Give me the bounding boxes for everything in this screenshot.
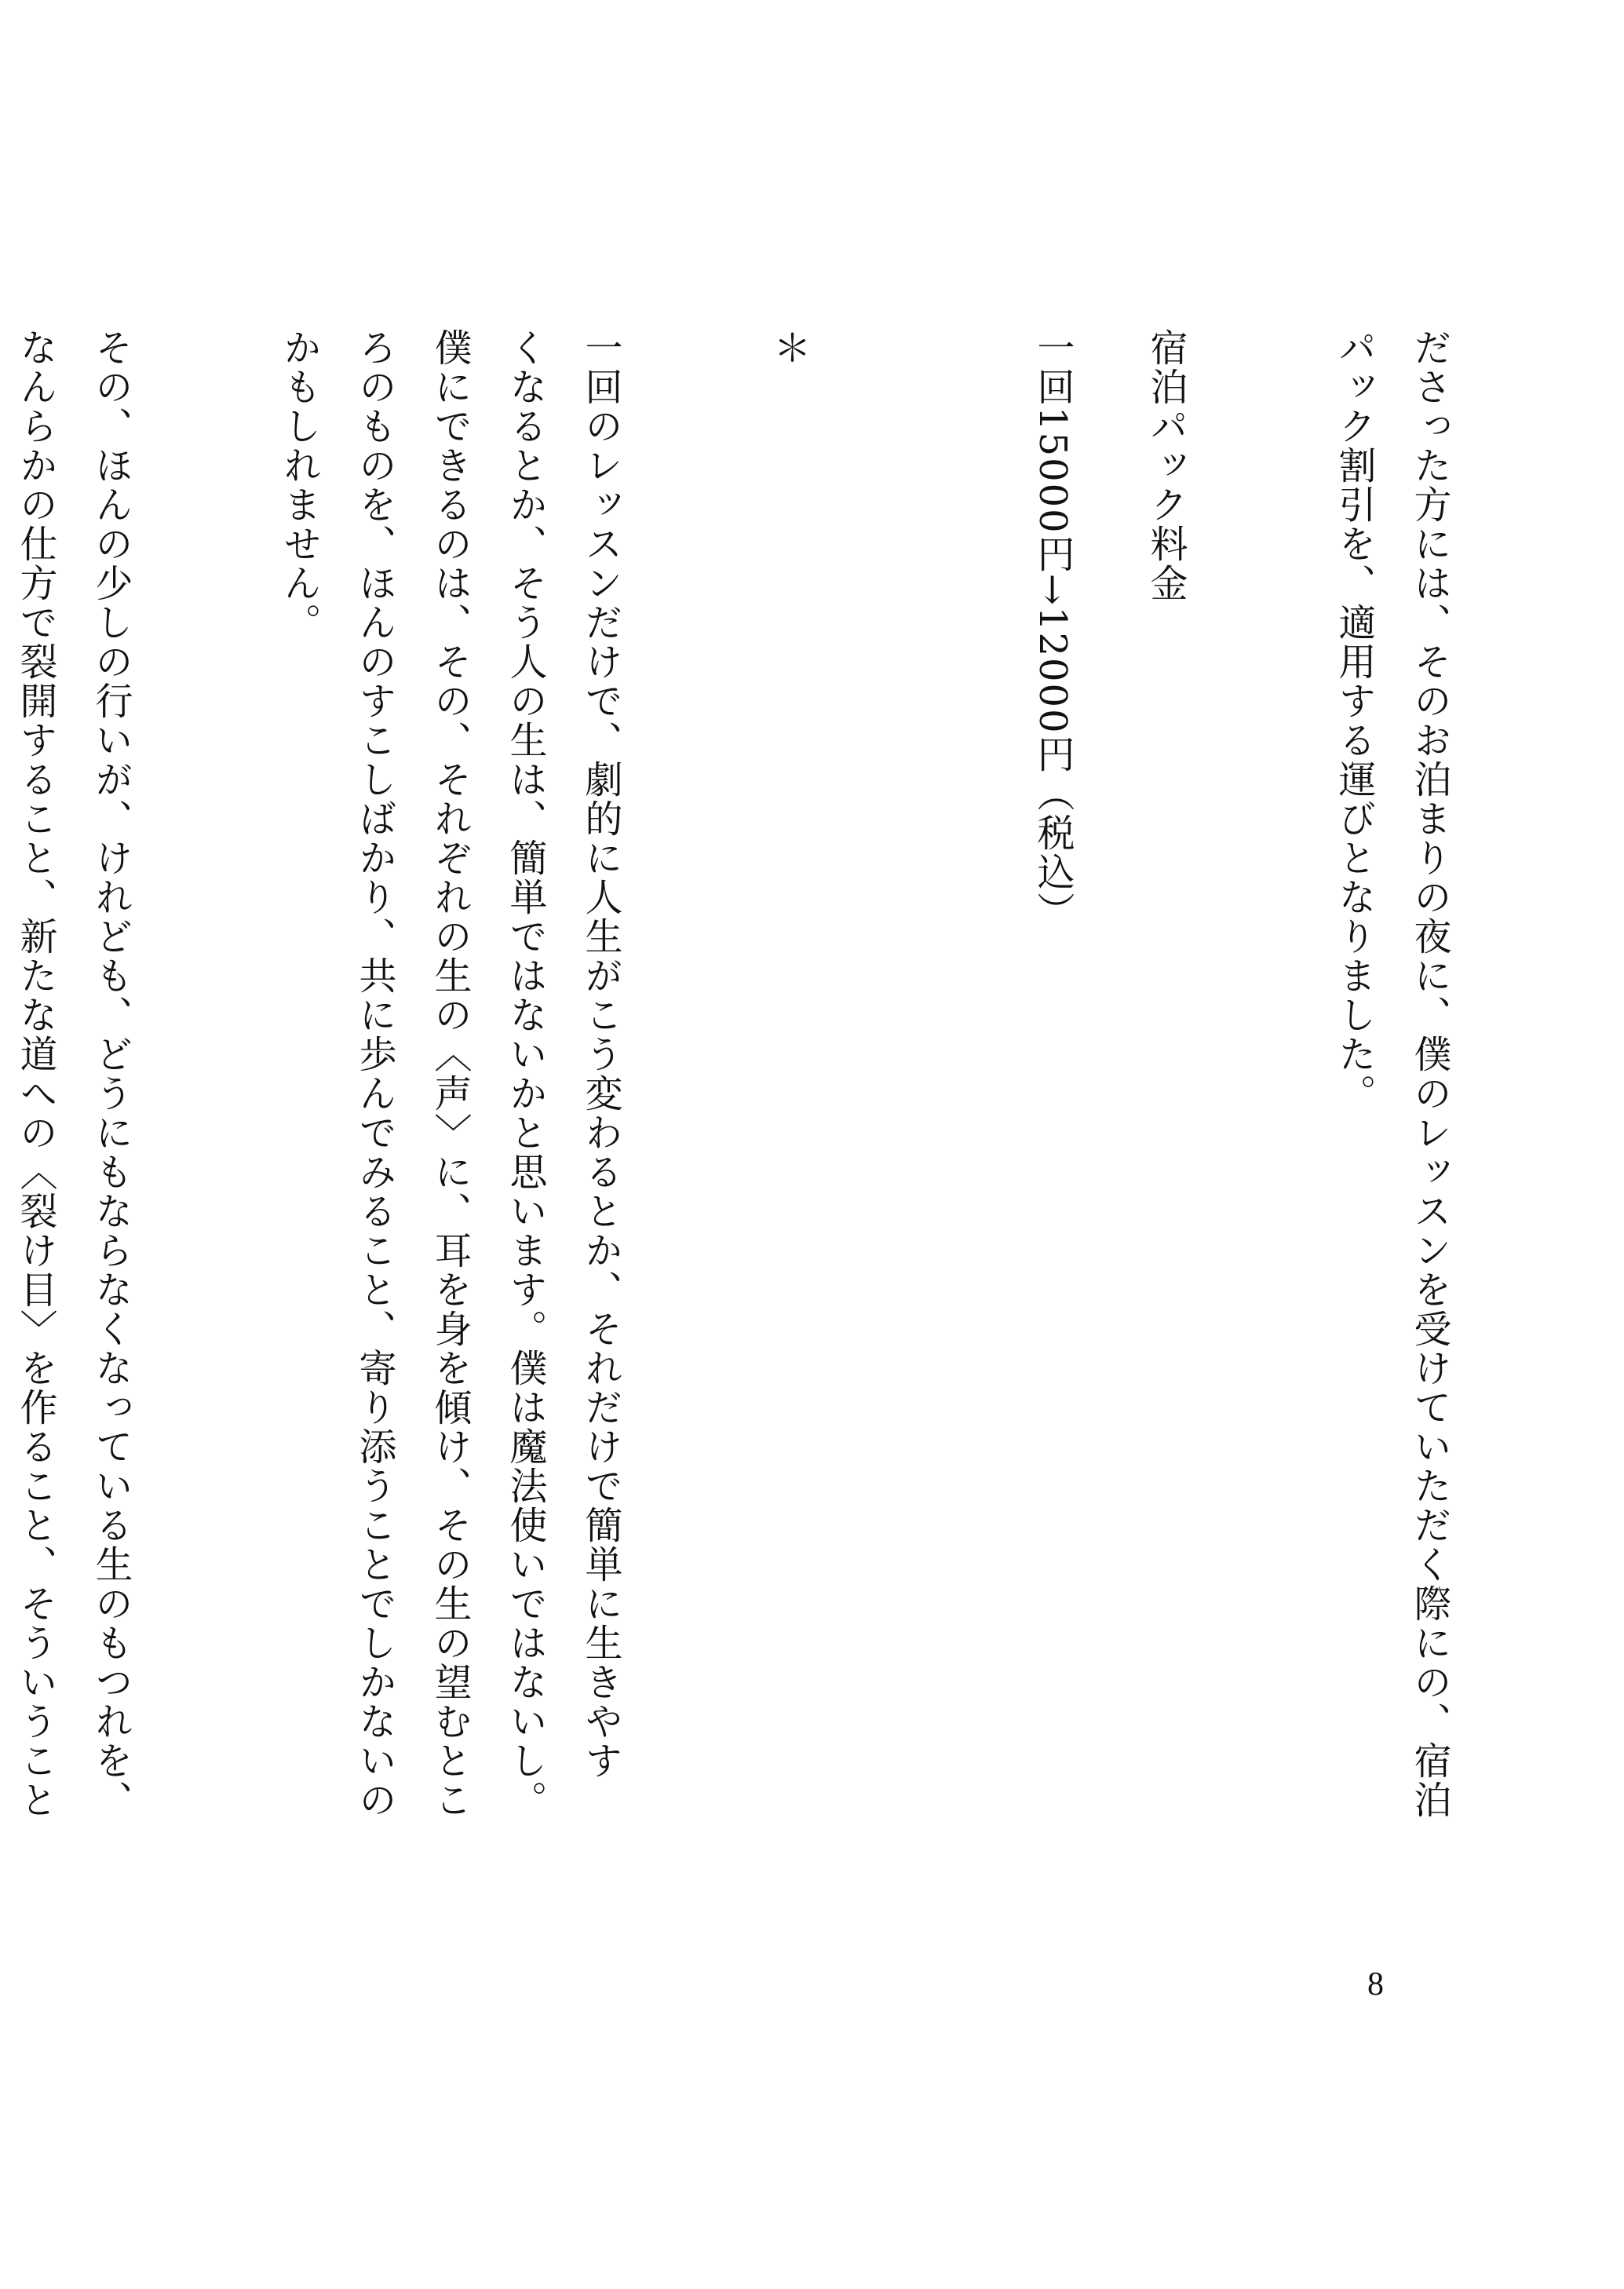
- vertical-text-body: [13, 328, 1467, 1820]
- blank-line: [940, 328, 1015, 1765]
- section-break-asterisk: ＊: [767, 328, 811, 367]
- text-line: 一回のレッスンだけで、劇的に人生がこう変わるとか、それだけで簡単に生きやす: [578, 328, 622, 1780]
- blank-line: [676, 328, 751, 1765]
- text-line: ろのものを、ほんのすこしばかり、共に歩んでみること、寄り添うことでしかないの: [352, 328, 396, 1820]
- text-line: かもしれません。: [277, 328, 321, 642]
- text-line: 僕にできるのは、その、それぞれの生の〈声〉に、耳を身を傾け、その生の望むとこ: [428, 328, 472, 1820]
- text-line: ださった方には、そのお泊まりの夜に、僕のレッスンを受けていただく際にの、宿泊: [1407, 328, 1451, 1820]
- text-line: なんらかの仕方で裂開すること、新たな道への〈裂け目〉を作ること、そういうこと: [13, 328, 57, 1820]
- text-line: その、ほんの少しの行いが、けれども、どうにもならなくなっている生のもつれを、: [89, 328, 133, 1820]
- text-line: 宿泊パック料金: [1144, 328, 1188, 603]
- text-line: パック割引を、適用する運びとなりました。: [1332, 328, 1376, 1113]
- text-line: 一回15000円→12000円（税込）: [1031, 328, 1075, 931]
- page-number: 8: [1367, 1966, 1384, 2002]
- text-line: くなるとか、そう人の生は、簡単ではないかと思います。僕は魔法使いではないし。: [503, 328, 547, 1820]
- blank-line: [186, 328, 261, 1765]
- blank-line: [1241, 328, 1316, 1765]
